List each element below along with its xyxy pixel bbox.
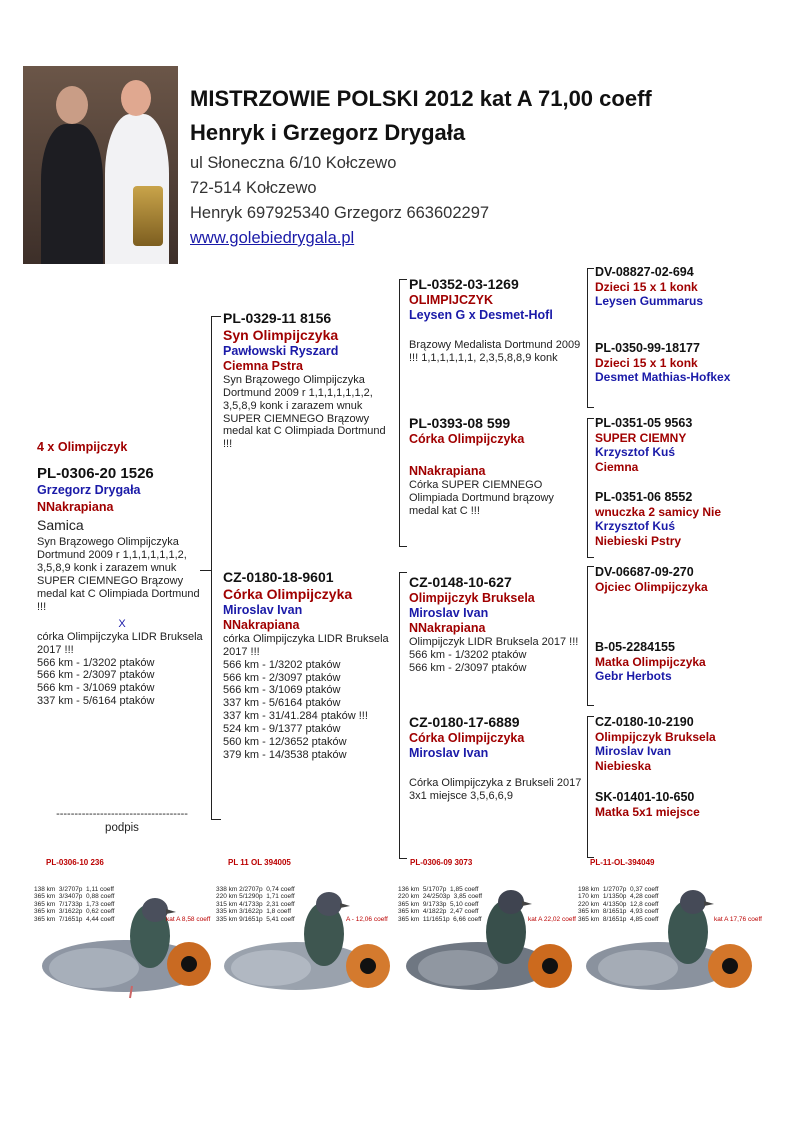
bird-ring: PL-0306-09 3073 [410, 858, 473, 867]
gg-line: SUPER CIEMNY [595, 431, 687, 445]
ss-description: Brązowy Medalista Dortmund 2009 !!! 1,1,1,1,1,1, 2,3,5,8,8,9 konk [409, 338, 581, 364]
gg-ring: SK-01401-10-650 [595, 790, 695, 804]
address-line-2: 72-514 Kołczewo [190, 179, 317, 197]
sire-ring: PL-0329-11 8156 [223, 310, 332, 326]
dd-ring: CZ-0180-17-6889 [409, 714, 520, 730]
main-ring: PL-0306-20 1526 [37, 465, 154, 482]
gg-block [595, 715, 790, 773]
bird-results: 136 km 5/1707p 1,85 coeff 220 km 24/2503p 3,85 coeff 365 km 9/1733p 5,10 coeff 365 km 4/1822p 2,47 coeff 365 km 11/1651p 6,66 coeff [398, 886, 483, 923]
gg-line: Matka 5x1 miejsce [595, 805, 700, 819]
gg-line: Desmet Mathias-Hofkex [595, 370, 731, 385]
ss-breeder: Leysen G x Desmet-Hofl [409, 307, 553, 322]
main-result: 566 km - 3/1069 ptaków [37, 682, 155, 695]
dam-name: Córka Olimpijczyka [223, 585, 353, 602]
bracket-line [587, 418, 588, 558]
bracket-line [587, 268, 594, 269]
bracket-line [211, 316, 212, 820]
bracket-line [587, 418, 594, 419]
bracket-line [399, 279, 407, 280]
signature-label: podpis [105, 822, 139, 834]
bracket-line [399, 572, 400, 859]
gg-line: Leysen Gummarus [595, 294, 704, 309]
sire-description: Syn Brązowego Olimpijczyka Dortmund 2009 r 1,1,1,1,1,1,2, 3,5,8,9 konk i zarazem wnuk SUPER CIEMNEGO Brązowy medal kat C Olimpiada Dortmund !!! [223, 373, 386, 451]
sire-sire-block [409, 276, 584, 365]
bird-coeff: kat A 22,02 coeff [528, 916, 576, 923]
pigeon-icon [578, 866, 762, 1006]
dam-dam-block [409, 714, 584, 803]
bird-results: 338 km 2/2707p 0,74 coeff 220 km 5/1290p 1,71 coeff 315 km 4/1733p 2,31 coeff 335 km 3/1622p 1,8 coeff 335 km 9/1651p 5,41 coeff [216, 886, 295, 923]
pigeon-icon [34, 866, 218, 1006]
gg-block [595, 640, 790, 684]
dam-sire-block [409, 574, 584, 675]
gg-block [595, 490, 790, 548]
bracket-line [587, 268, 588, 408]
bracket-line [399, 572, 407, 573]
bracket-line [587, 705, 594, 706]
ds-result: 566 km - 1/3202 ptaków [409, 648, 527, 661]
gg-line: Niebieska [595, 758, 652, 773]
bracket-line [211, 316, 221, 317]
gg-ring: DV-08827-02-694 [595, 265, 694, 279]
sd-ring: PL-0393-08 599 [409, 415, 511, 431]
dam-result: 524 km - 9/1377 ptaków [223, 723, 341, 736]
dam-result: 566 km - 3/1069 ptaków [223, 684, 341, 697]
ds-description: Olimpijczyk LIDR Bruksela 2017 !!! [409, 635, 579, 648]
main-color: NNakrapiana [37, 500, 114, 514]
ds-color: NNakrapiana [409, 620, 486, 635]
dam-description: córka Olimpijczyka LIDR Bruksela 2017 !!! [223, 632, 389, 658]
sd-color: NNakrapiana [409, 463, 486, 478]
gg-ring: PL-0351-05 9563 [595, 416, 693, 430]
dd-breeder: Miroslav Ivan [409, 745, 489, 760]
bird-coeff: A - 12,06 coeff [346, 916, 388, 923]
gg-block [595, 416, 790, 474]
bird-photo [34, 858, 218, 1006]
pigeon-icon [216, 866, 400, 1006]
gg-line: Ojciec Olimpijczyka [595, 580, 708, 594]
main-sex: Samica [37, 517, 84, 533]
gg-ring: PL-0351-06 8552 [595, 490, 693, 504]
bracket-line [587, 566, 594, 567]
address-line-1: ul Słoneczna 6/10 Kołczewo [190, 154, 397, 172]
bracket-line [587, 716, 594, 717]
dam-result: 379 km - 14/3538 ptaków [223, 749, 347, 762]
sire-color: Ciemna Pstra [223, 358, 303, 373]
gg-line: Ciemna [595, 459, 639, 474]
bird-ring: PL 11 OL 394005 [228, 858, 291, 867]
sire-dam-block [409, 415, 584, 518]
dam-ring: CZ-0180-18-9601 [223, 569, 334, 585]
phone-line: Henryk 697925340 Grzegorz 663602297 [190, 204, 490, 222]
bird-coeff: kat A 17,76 coeff [714, 916, 762, 923]
gg-block [595, 265, 790, 309]
gg-line: Matka Olimpijczyka [595, 655, 706, 669]
bracket-line [399, 279, 400, 547]
gg-line: Dzieci 15 x 1 konk [595, 356, 698, 370]
pigeon-icon [398, 866, 582, 1006]
bird-photo [398, 858, 582, 1006]
person-figure [41, 124, 103, 264]
dd-description: Córka Olimpijczyka z Brukseli 2017 3x1 miejsce 3,5,6,6,9 [409, 776, 582, 802]
main-description-2: córka Olimpijczyka LIDR Bruksela 2017 !!! [37, 630, 203, 656]
gg-block [595, 790, 790, 819]
main-result: 566 km - 2/3097 ptaków [37, 669, 155, 682]
ss-ring: PL-0352-03-1269 [409, 276, 519, 292]
bracket-line [587, 566, 588, 706]
bird-photo [216, 858, 400, 1006]
gg-line: Krzysztof Kuś [595, 445, 676, 460]
page-title: MISTRZOWIE POLSKI 2012 kat A 71,00 coeff [190, 86, 652, 111]
gg-line: Olimpijczyk Bruksela [595, 730, 716, 744]
person-head [121, 80, 151, 116]
person-head [56, 86, 88, 124]
bracket-line [587, 407, 594, 408]
sire-breeder: Pawłowski Ryszard [223, 343, 339, 358]
bracket-line [399, 858, 407, 859]
bird-results: 198 km 1/2707p 0,37 coeff 170 km 1/1350p 4,28 coeff 220 km 4/1350p 12,8 coeff 365 km 8/1651p 4,93 coeff 365 km 8/1651p 4,85 coeff [578, 886, 659, 923]
bird-results: 138 km 3/2707p 1,11 coeff 365 km 3/3407p 0,88 coeff 365 km 7/1733p 1,73 coeff 365 km 3/1622p 0,62 coeff 365 km 7/1651p 4,44 coeff [34, 886, 115, 923]
main-result: 337 km - 5/6164 ptaków [37, 695, 155, 707]
bird-coeff: kat A 8,58 coeff [166, 916, 211, 923]
dam-result: 566 km - 2/3097 ptaków [223, 671, 341, 684]
gg-line: Gebr Herbots [595, 669, 672, 684]
gg-block [595, 565, 790, 594]
ds-name: Olimpijczyk Bruksela [409, 590, 535, 605]
website-link[interactable]: www.golebiedrygala.pl [190, 229, 355, 247]
owners-photo [23, 66, 178, 264]
bird-ring: PL-11-OL-394049 [590, 858, 655, 867]
ds-result: 566 km - 2/3097 ptaków [409, 661, 527, 674]
bracket-line [399, 546, 407, 547]
dam-result: 560 km - 12/3652 ptaków [223, 736, 347, 749]
ss-name: OLIMPIJCZYK [409, 292, 494, 307]
gg-line: Dzieci 15 x 1 konk [595, 280, 698, 294]
dam-breeder: Miroslav Ivan [223, 602, 303, 617]
bracket-line [587, 557, 594, 558]
gg-block [595, 341, 790, 385]
bird-photo [578, 858, 762, 1006]
owner-names: Henryk i Grzegorz Drygała [190, 120, 466, 145]
main-tag: 4 x Olimpijczyk [37, 440, 128, 454]
main-owner: Grzegorz Drygała [37, 483, 141, 497]
sire-name: Syn Olimpijczyka [223, 326, 339, 343]
gg-line: Krzysztof Kuś [595, 519, 676, 534]
trophy-icon [133, 186, 163, 246]
ds-ring: CZ-0148-10-627 [409, 574, 512, 590]
gg-line: wnuczka 2 samicy Nie [595, 505, 722, 519]
gg-ring: B-05-2284155 [595, 640, 675, 654]
gg-line: Miroslav Ivan [595, 744, 672, 759]
dam-color: NNakrapiana [223, 617, 300, 632]
gg-ring: CZ-0180-10-2190 [595, 715, 694, 729]
main-description: Syn Brązowego Olimpijczyka Dortmund 2009 r 1,1,1,1,1,1,2, 3,5,8,9 konk i zarazem wnuk SUPER CIEMNEGO Brązowy medal kat C Olimpiada Dortmund !!! [37, 535, 200, 613]
bracket-line [587, 716, 588, 858]
sd-description: Córka SUPER CIEMNEGO Olimpiada Dortmund brązowy medal kat C !!! [409, 478, 554, 517]
dam-result: 566 km - 1/3202 ptaków [223, 658, 341, 671]
dam-block [223, 569, 393, 762]
sire-block [223, 310, 393, 451]
main-result: 566 km - 1/3202 ptaków [37, 656, 155, 669]
signature-line: ------------------------------------ [56, 808, 188, 820]
dam-result: 337 km - 31/41.284 ptaków !!! [223, 710, 368, 723]
main-pigeon [37, 440, 207, 706]
sd-name: Córka Olimpijczyka [409, 431, 525, 446]
gg-line: Niebieski Pstry [595, 533, 682, 548]
dam-result: 337 km - 5/6164 ptaków [223, 697, 341, 710]
bracket-line [211, 819, 221, 820]
bird-ring: PL-0306-10 236 [46, 858, 104, 867]
ds-breeder: Miroslav Ivan [409, 605, 489, 620]
gg-ring: DV-06687-09-270 [595, 565, 694, 579]
gg-ring: PL-0350-99-18177 [595, 341, 700, 355]
cross-mark: X [118, 617, 126, 630]
dd-name: Córka Olimpijczyka [409, 730, 525, 745]
